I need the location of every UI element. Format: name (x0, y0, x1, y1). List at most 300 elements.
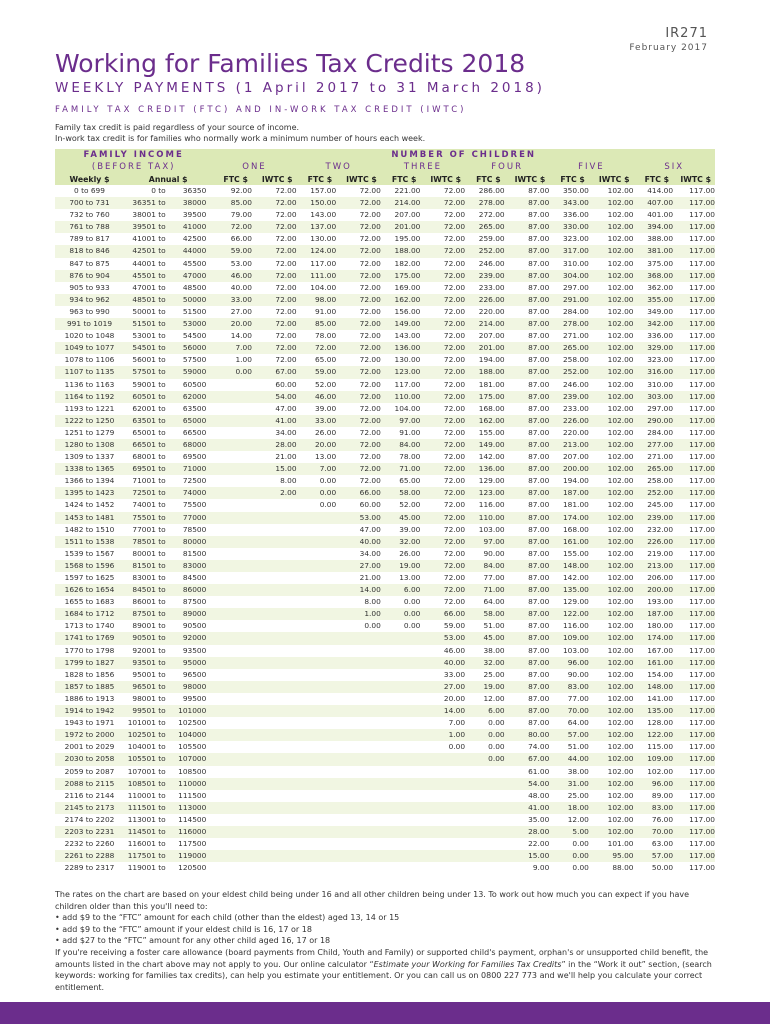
credit-amount-cell: 0.00 (572, 863, 589, 873)
annual-income-cell: 45500 (182, 258, 207, 268)
annual-income-cell: 60501 to (124, 391, 170, 403)
table-row (55, 258, 715, 270)
credit-amount-cell: 155.00 (478, 427, 505, 437)
credit-amount-cell: 135.00 (634, 705, 674, 717)
credit-amount-cell: 32.00 (465, 657, 505, 669)
credit-amount-cell (381, 741, 421, 753)
table-row (55, 729, 715, 741)
weekly-income-cell: 1280 to 1308 (55, 439, 124, 451)
credit-amount-cell: 72.00 (359, 379, 381, 389)
credit-amount-cell: 0.00 (319, 500, 337, 510)
table-row (55, 475, 715, 487)
credit-amount-cell: 117.00 (673, 536, 715, 548)
credit-amount-cell: 72.00 (420, 221, 465, 233)
annual-income-cell: 63500 (182, 403, 207, 413)
credit-amount-cell: 72.00 (443, 186, 466, 195)
credit-amount-cell: 72.00 (420, 294, 465, 306)
credit-amount-cell: 97.00 (381, 415, 421, 427)
credit-amount-cell: 102.00 (607, 210, 634, 220)
annual-income-cell: 101000 (170, 705, 213, 717)
credit-amount-cell: 46.00 (443, 645, 466, 655)
notes-paragraph (55, 947, 715, 993)
credit-amount-cell (465, 862, 505, 874)
credit-amount-cell: 40.00 (420, 657, 465, 669)
annual-income-cell: 104001 to (127, 742, 166, 752)
credit-amount-cell: 96.00 (549, 657, 589, 669)
annual-income-cell: 84501 to (124, 584, 170, 596)
credit-amount-cell: 1.00 (235, 355, 252, 365)
annual-income-cell: 99500 (182, 693, 207, 703)
annual-income-cell: 72500 (182, 476, 207, 486)
credit-amount-cell: 87.00 (505, 245, 550, 257)
weekly-income-cell: 2145 to 2173 (55, 802, 124, 814)
credit-amount-cell: 90.00 (483, 548, 505, 558)
credit-amount-cell: 182.00 (394, 258, 421, 268)
credit-amount-cell: 117.00 (673, 439, 715, 451)
credit-amount-cell (212, 838, 252, 850)
credit-amount-cell (297, 632, 337, 644)
credit-amount-cell: 109.00 (549, 632, 589, 644)
credit-amount-cell: 200.00 (634, 584, 674, 596)
credit-amount-cell (212, 620, 252, 632)
annual-income-cell: 36350 (182, 186, 207, 195)
credit-amount-cell: 87.00 (528, 452, 550, 462)
annual-income-cell: 0 to (151, 186, 166, 195)
table-row (55, 233, 715, 245)
credit-amount-cell (336, 657, 381, 669)
table-row (55, 717, 715, 729)
credit-amount-cell (297, 560, 337, 572)
credit-amount-cell (212, 403, 252, 415)
credit-amount-cell: 20.00 (443, 693, 466, 703)
annual-income-cell: 48500 (182, 282, 207, 292)
credit-amount-cell (252, 657, 297, 669)
annual-income-cell: 98001 to (132, 693, 166, 703)
credit-amount-cell: 21.00 (359, 573, 381, 582)
credit-amount-cell: 117.00 (673, 753, 715, 765)
annual-income-cell: 78501 to (124, 536, 170, 548)
annual-income-cell: 74000 (170, 487, 213, 499)
credit-amount-cell: 141.00 (647, 693, 674, 703)
iwtc-column-header: IWTC $ (680, 174, 711, 184)
credit-amount-cell: 72.00 (275, 258, 297, 268)
credit-amount-cell (336, 681, 381, 693)
credit-amount-cell: 130.00 (310, 234, 337, 244)
table-row (55, 330, 715, 342)
credit-amount-cell: 72.00 (336, 294, 381, 306)
notes-bullets (55, 912, 715, 947)
credit-amount-cell: 87.00 (528, 718, 550, 728)
document-code: IR271 (665, 26, 708, 41)
table-row (55, 379, 715, 391)
credit-amount-cell: 102.00 (607, 476, 634, 486)
credit-amount-cell: 162.00 (381, 294, 421, 306)
credit-amount-cell: 117.00 (689, 282, 715, 292)
credit-amount-cell: 213.00 (634, 560, 674, 572)
credit-amount-cell: 72.00 (443, 282, 466, 292)
credit-amount-cell (381, 766, 421, 778)
credit-amount-cell: 117.00 (673, 802, 715, 814)
credit-amount-cell: 19.00 (381, 560, 421, 572)
annual-income-cell: 80000 (170, 536, 213, 548)
annual-income-cell: 74001 to (132, 500, 166, 510)
credit-amount-cell: 102.00 (589, 560, 634, 572)
credit-amount-cell: 102.00 (589, 245, 634, 257)
weekly-income-cell: 2059 to 2087 (64, 766, 115, 776)
credit-amount-cell: 65.00 (314, 355, 337, 365)
credit-amount-cell: 72.00 (252, 318, 297, 330)
credit-amount-cell: 175.00 (465, 391, 505, 403)
credit-amount-cell: 233.00 (478, 282, 505, 292)
credit-amount-cell: 87.00 (528, 306, 550, 316)
annual-income-cell: 81501 to (124, 560, 170, 572)
credit-amount-cell: 59.00 (212, 245, 252, 257)
credit-amount-cell: 26.00 (399, 548, 421, 558)
ftc-column-header: FTC $ (644, 174, 670, 184)
credit-amount-cell: 72.00 (443, 258, 466, 268)
credit-amount-cell: 77.00 (567, 693, 589, 703)
credit-amount-cell: 116.00 (478, 500, 505, 510)
table-row (55, 548, 715, 560)
annual-income-cell: 80001 to (132, 548, 166, 558)
credit-amount-cell: 252.00 (465, 245, 505, 257)
credit-amount-cell: 117.00 (689, 500, 715, 510)
credit-amount-cell: 57.00 (634, 850, 674, 862)
credit-amount-cell (252, 693, 297, 705)
table-row (55, 741, 715, 753)
credit-amount-cell: 87.00 (505, 270, 550, 282)
credit-amount-cell (212, 741, 252, 753)
credit-amount-cell: 245.00 (647, 500, 674, 510)
credit-amount-cell: 117.00 (689, 427, 715, 437)
credit-amount-cell: 117.00 (689, 355, 715, 365)
credit-amount-cell: 117.00 (689, 790, 715, 800)
credit-amount-cell (212, 753, 252, 765)
annual-income-cell: 104000 (170, 729, 213, 741)
notes-section (55, 889, 715, 993)
table-row (55, 463, 715, 475)
annual-income-cell: 89001 to (132, 621, 166, 631)
credit-amount-cell: 102.00 (607, 766, 634, 776)
annual-column-header: Annual $ (148, 174, 188, 184)
credit-amount-cell: 271.00 (647, 452, 674, 462)
credit-amount-cell (252, 766, 297, 778)
credit-amount-cell (336, 766, 381, 778)
credit-amount-cell: 31.00 (549, 778, 589, 790)
credit-amount-cell (381, 717, 421, 729)
table-row (55, 512, 715, 524)
iwtc-column-header: IWTC $ (261, 174, 293, 184)
credit-amount-cell: 14.00 (336, 584, 381, 596)
annual-income-cell: 83000 (170, 560, 213, 572)
credit-amount-cell (252, 584, 297, 596)
credit-amount-cell: 72.00 (420, 270, 465, 282)
credit-amount-cell (297, 657, 337, 669)
credit-amount-cell (297, 717, 337, 729)
credit-amount-cell: 102.00 (589, 294, 634, 306)
credit-amount-cell: 117.00 (673, 729, 715, 741)
credit-amount-cell: 156.00 (394, 306, 421, 316)
credit-amount-cell: 195.00 (394, 234, 421, 244)
credit-amount-cell: 117.00 (673, 245, 715, 257)
credit-amount-cell: 66.00 (420, 608, 465, 620)
annual-income-cell: 56000 (170, 342, 213, 354)
annual-income-cell: 89000 (170, 608, 213, 620)
credit-amount-cell: 123.00 (465, 487, 505, 499)
credit-amount-cell: 304.00 (549, 270, 589, 282)
table-row (55, 536, 715, 548)
annual-income-cell: 77000 (170, 512, 213, 524)
weekly-income-cell: 789 to 817 (69, 234, 110, 244)
credit-amount-cell: 117.00 (689, 766, 715, 776)
credit-amount-cell: 72.00 (359, 234, 381, 244)
credit-amount-cell: 45.00 (381, 512, 421, 524)
weekly-income-cell: 1770 to 1798 (64, 645, 115, 655)
credit-amount-cell (212, 427, 252, 439)
weekly-income-cell: 1395 to 1423 (55, 487, 124, 499)
credit-amount-cell: 252.00 (549, 366, 589, 378)
weekly-income-cell: 2289 to 2317 (64, 863, 115, 873)
credit-amount-cell: 72.00 (420, 439, 465, 451)
credit-amount-cell: 87.00 (528, 693, 550, 703)
annual-income-cell: 75501 to (124, 512, 170, 524)
credit-amount-cell: 72.00 (443, 210, 466, 220)
annual-income-cell: 101001 to (127, 718, 166, 728)
credit-amount-cell: 336.00 (562, 210, 589, 220)
weekly-income-cell: 1799 to 1827 (55, 657, 124, 669)
annual-income-cell: 98000 (170, 681, 213, 693)
credit-amount-cell: 200.00 (549, 463, 589, 475)
credit-amount-cell: 97.00 (465, 536, 505, 548)
credit-amount-cell: 8.00 (364, 597, 381, 607)
credit-amount-cell: 83.00 (634, 802, 674, 814)
weekly-income-cell: 732 to 760 (69, 210, 110, 220)
credit-amount-cell: 297.00 (562, 282, 589, 292)
credit-amount-cell (297, 802, 337, 814)
annual-income-cell: 111500 (178, 790, 207, 800)
annual-income-cell: 87501 to (124, 608, 170, 620)
credit-amount-cell (212, 584, 252, 596)
credit-amount-cell: 123.00 (381, 366, 421, 378)
credit-amount-cell: 297.00 (647, 403, 674, 413)
credit-amount-cell (381, 802, 421, 814)
ftc-column-header: FTC $ (391, 174, 417, 184)
credit-amount-cell: 41.00 (252, 415, 297, 427)
credit-amount-cell: 265.00 (549, 342, 589, 354)
credit-amount-cell (252, 645, 297, 657)
credit-amount-cell: 102.00 (589, 487, 634, 499)
weekly-income-cell: 1626 to 1654 (55, 584, 124, 596)
annual-income-cell: 72501 to (124, 487, 170, 499)
credit-amount-cell: 15.00 (252, 463, 297, 475)
annual-income-cell: 36351 to (124, 197, 170, 209)
credit-amount-cell: 72.00 (420, 391, 465, 403)
credit-amount-cell: 74.00 (528, 742, 550, 752)
credit-amount-cell: 102.00 (589, 197, 634, 209)
credit-amount-cell (297, 814, 337, 826)
weekly-income-cell: 876 to 904 (55, 270, 124, 282)
credit-amount-cell (252, 838, 297, 850)
credit-amount-cell: 51.00 (567, 742, 589, 752)
annual-income-cell: 116000 (170, 826, 213, 838)
credit-amount-cell: 117.00 (689, 331, 715, 341)
credit-amount-cell: 72.00 (359, 403, 381, 413)
credit-amount-cell: 226.00 (634, 536, 674, 548)
weekly-income-cell: 1741 to 1769 (55, 632, 124, 644)
credit-amount-cell (297, 524, 337, 536)
annual-income-cell: 65000 (170, 415, 213, 427)
credit-amount-cell (212, 572, 252, 584)
credit-amount-cell: 213.00 (549, 439, 589, 451)
credit-amount-cell: 72.00 (420, 318, 465, 330)
table-row (55, 342, 715, 354)
table-row (55, 790, 715, 802)
credit-amount-cell: 72.00 (443, 403, 466, 413)
credit-amount-cell: 39.00 (399, 524, 421, 534)
ftc-column-header: FTC $ (476, 174, 501, 184)
credit-amount-cell: 72.00 (336, 391, 381, 403)
credit-amount-cell (212, 790, 252, 802)
credit-amount-cell: 129.00 (478, 476, 505, 486)
credit-amount-cell: 180.00 (647, 621, 674, 631)
annual-income-cell: 99501 to (124, 705, 170, 717)
credit-amount-cell: 33.00 (212, 294, 252, 306)
credit-amount-cell: 181.00 (562, 500, 589, 510)
family-income-header: FAMILY INCOME (83, 150, 184, 160)
credit-amount-cell: 87.00 (528, 186, 550, 195)
credit-amount-cell: 87.00 (505, 512, 550, 524)
credit-amount-cell: 117.00 (689, 669, 715, 679)
credit-amount-cell: 201.00 (381, 221, 421, 233)
table-row (55, 850, 715, 862)
credit-amount-cell (420, 790, 465, 802)
annual-income-cell: 92000 (170, 632, 213, 644)
credit-amount-cell: 48.00 (528, 790, 550, 800)
intro-line: Family tax credit is paid regardless of your source of income. (55, 123, 300, 132)
credit-amount-cell: 6.00 (381, 584, 421, 596)
notes-text: ” in the “Work it out” section, (search keywords: working for families tax credits), can help you estimate your entitlement. Or you can call us on 0800 227 773 and we'll help you calculate your correct entitlement. (55, 959, 712, 992)
credit-amount-cell: 45.00 (465, 632, 505, 644)
credit-amount-cell: 72.00 (336, 221, 381, 233)
credit-amount-cell: 117.00 (689, 718, 715, 728)
credit-amount-cell (336, 802, 381, 814)
weekly-income-cell: 1857 to 1885 (55, 681, 124, 693)
before-tax-header: (BEFORE TAX) (91, 162, 176, 172)
credit-amount-cell: 265.00 (465, 221, 505, 233)
credit-amount-cell: 102.00 (589, 270, 634, 282)
credit-amount-cell: 87.00 (528, 573, 550, 582)
credit-amount-cell (212, 499, 252, 511)
credit-amount-cell: 72.00 (336, 342, 381, 354)
weekly-income-cell: 1539 to 1567 (64, 548, 115, 558)
rates-table (55, 149, 715, 874)
weekly-income-cell: 2174 to 2202 (64, 814, 115, 824)
credit-amount-cell: 87.00 (528, 597, 550, 607)
credit-amount-cell (252, 560, 297, 572)
table-row (55, 620, 715, 632)
children-five-header: FIVE (578, 162, 605, 172)
credit-amount-cell: 102.00 (607, 306, 634, 316)
annual-income-cell: 63501 to (124, 415, 170, 427)
weekly-income-cell: 2088 to 2115 (55, 778, 124, 790)
credit-amount-cell: 72.00 (420, 512, 465, 524)
credit-amount-cell: 207.00 (562, 452, 589, 462)
credit-amount-cell: 87.00 (528, 355, 550, 365)
credit-amount-cell: 102.00 (589, 512, 634, 524)
credit-amount-cell (252, 826, 297, 838)
credit-amount-cell: 102.00 (607, 814, 634, 824)
table-row (55, 245, 715, 257)
weekly-income-cell: 1482 to 1510 (64, 524, 115, 534)
credit-amount-cell: 26.00 (314, 427, 337, 437)
credit-amount-cell: 72.00 (336, 270, 381, 282)
annual-income-cell: 119001 to (127, 863, 166, 873)
credit-amount-cell (252, 596, 297, 608)
weekly-income-cell: 1655 to 1683 (64, 597, 115, 607)
credit-amount-cell: 87.00 (505, 705, 550, 717)
credit-amount-cell: 0.00 (488, 718, 505, 728)
credit-amount-cell (252, 778, 297, 790)
credit-amount-cell: 102.00 (589, 318, 634, 330)
credit-amount-cell (465, 814, 505, 826)
credit-amount-cell: 414.00 (647, 186, 674, 195)
credit-amount-cell: 136.00 (465, 463, 505, 475)
credit-amount-cell: 143.00 (394, 331, 421, 341)
credit-amount-cell: 15.00 (505, 850, 550, 862)
table-row (55, 451, 715, 463)
credit-amount-cell: 117.00 (673, 294, 715, 306)
credit-amount-cell (212, 536, 252, 548)
credit-amount-cell: 117.00 (689, 597, 715, 607)
credit-amount-cell: 47.00 (359, 524, 381, 534)
credit-amount-cell: 33.00 (297, 415, 337, 427)
credit-amount-cell: 72.00 (275, 210, 297, 220)
weekly-income-cell: 1511 to 1538 (55, 536, 124, 548)
credit-amount-cell (381, 838, 421, 850)
credit-amount-cell: 117.00 (673, 318, 715, 330)
annual-income-cell: 107000 (170, 753, 213, 765)
credit-amount-cell (297, 741, 337, 753)
credit-amount-cell: 117.00 (673, 221, 715, 233)
credit-amount-cell (212, 512, 252, 524)
credit-amount-cell: 0.00 (403, 621, 421, 631)
weekly-income-cell: 1251 to 1279 (64, 427, 115, 437)
credit-amount-cell (336, 669, 381, 681)
credit-amount-cell: 284.00 (647, 427, 674, 437)
annual-income-cell: 51500 (182, 306, 207, 316)
credit-amount-cell: 72.00 (275, 282, 297, 292)
weekly-income-cell: 1972 to 2000 (55, 729, 124, 741)
credit-amount-cell: 310.00 (647, 379, 674, 389)
table-row (55, 645, 715, 657)
credit-amount-cell (212, 463, 252, 475)
credit-amount-cell: 87.00 (505, 560, 550, 572)
annual-income-cell: 69501 to (124, 463, 170, 475)
weekly-income-cell: 2030 to 2058 (55, 753, 124, 765)
credit-amount-cell: 103.00 (478, 524, 505, 534)
credit-amount-cell: 102.00 (607, 597, 634, 607)
weekly-income-cell: 1193 to 1221 (64, 403, 115, 413)
annual-income-cell: 44000 (170, 245, 213, 257)
credit-amount-cell: 8.00 (280, 476, 297, 486)
credit-amount-cell: 7.00 (448, 718, 466, 728)
credit-amount-cell: 117.00 (673, 584, 715, 596)
credit-amount-cell: 87.00 (505, 366, 550, 378)
credit-amount-cell: 193.00 (647, 597, 674, 607)
credit-amount-cell: 20.00 (297, 439, 337, 451)
credit-amount-cell: 87.00 (505, 487, 550, 499)
credit-amount-cell: 70.00 (634, 826, 674, 838)
